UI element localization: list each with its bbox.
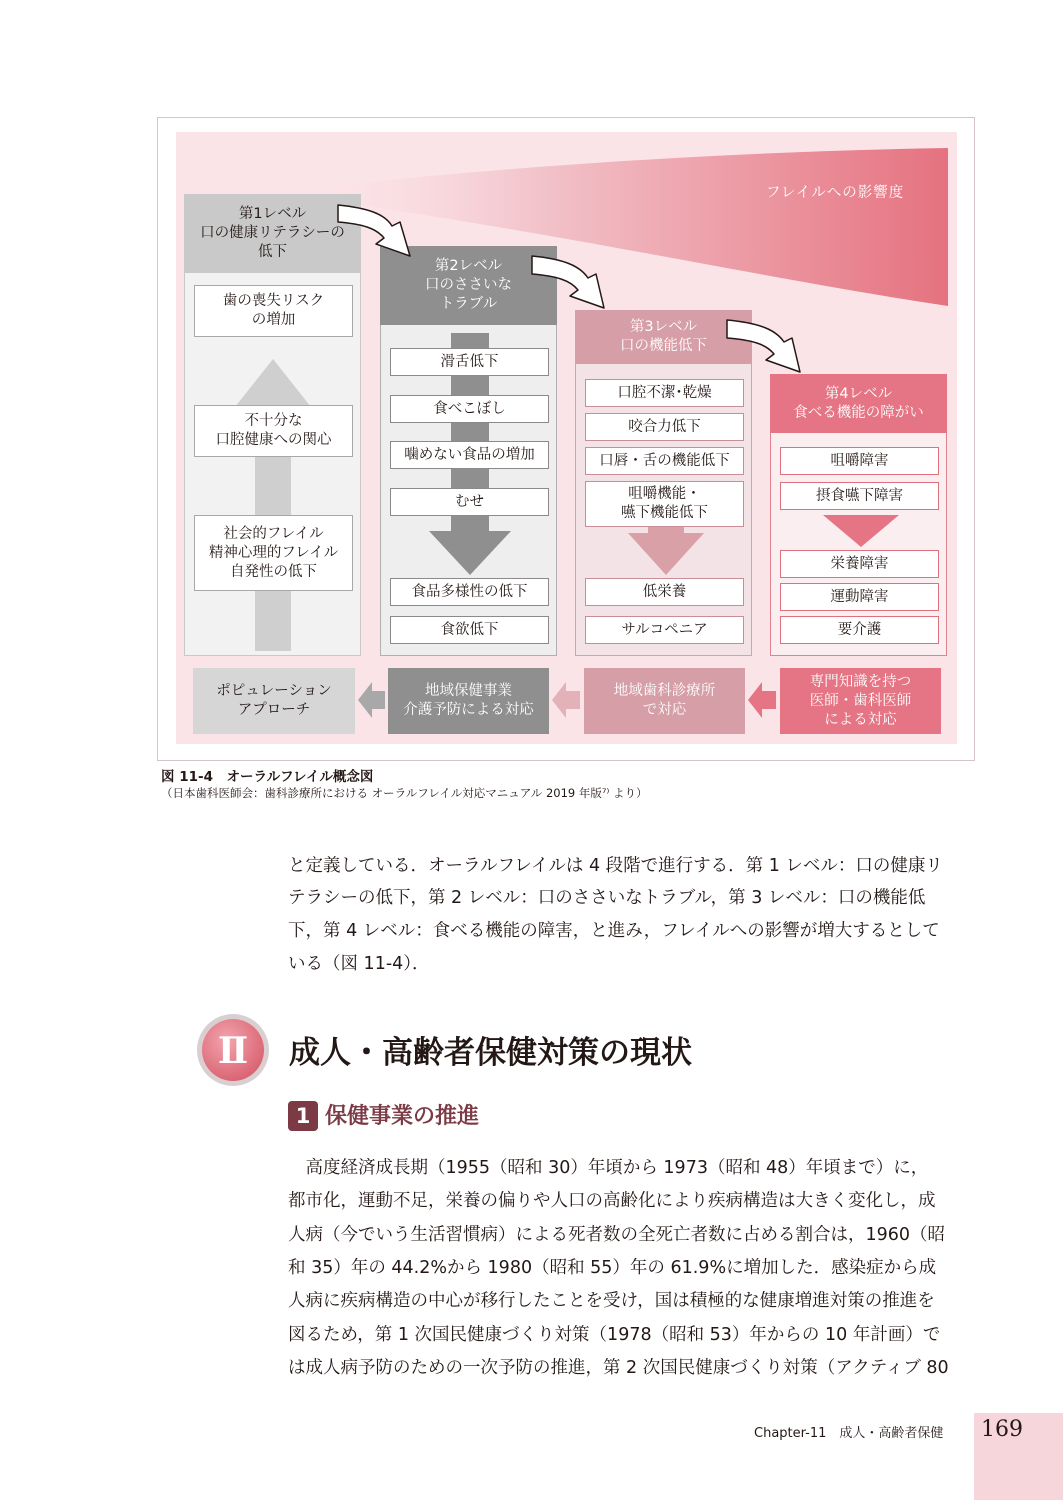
figure-caption-title: 図 11-4 オーラルフレイル概念図 [161,769,374,785]
level-1-header: 第1レベル 口の健康リテラシーの 低下 [184,194,361,273]
level-2-item: 噛めない食品の増加 [390,441,549,469]
impact-label: フレイルへの影響度 [766,185,905,201]
level-1-item: 不十分な 口腔健康への関心 [194,405,353,457]
approach-box: 地域保健事業 介護予防による対応 [388,668,549,734]
level-3-item: 口唇・舌の機能低下 [585,447,744,475]
progression-arrow-icon [532,256,604,308]
subsection-title: 保健事業の推進 [325,1104,480,1129]
level-1-item: 社会的フレイル 精神心理的フレイル 自発性の低下 [194,515,353,591]
paragraph-line: 人病に疾病構造の中心が移行したことを受け，国は積極的な健康増進対策の推進を [288,1291,935,1311]
approach-box: 専門知識を持つ 医師・歯科医師 による対応 [780,668,941,734]
paragraph-line: 下，第 4 レベル：食べる機能の障害，と進み，フレイルへの影響が増大するとして [288,921,940,941]
level-3-item: サルコペニア [585,616,744,644]
paragraph-line: 高度経済成長期（1955（昭和 30）年頃から 1973（昭和 48）年頃まで）に， [288,1158,929,1178]
page-number: 169 [981,1417,1023,1442]
level-1-item: 歯の喪失リスク の増加 [194,285,353,337]
left-arrow-icon [552,682,580,718]
level-4-header: 第4レベル 食べる機能の障がい [770,374,947,433]
level-3-item: 咀嚼機能・ 嚥下機能低下 [585,481,744,527]
level-2-item: 滑舌低下 [390,348,549,376]
level-2-item: むせ [390,488,549,516]
level-2-header: 第2レベル 口のささいな トラブル [380,246,557,325]
paragraph-line: 図るため，第 1 次国民健康づくり対策（1978（昭和 53）年からの 10 年計画）で [288,1325,941,1345]
figure-caption-source: （日本歯科医師会：歯科診療所における オーラルフレイル対応マニュアル 2019 年版⁷⁾ より） [161,786,648,800]
paragraph-line: 都市化，運動不足，栄養の偏りや人口の高齢化により疾病構造は大きく変化し，成 [288,1191,936,1211]
subsection-number: 1 [288,1101,318,1131]
left-arrow-icon [358,682,385,718]
approach-arrows [0,660,1063,750]
progression-arrow-icon [338,205,410,256]
level-3-item: 咬合力低下 [585,413,744,441]
paragraph-line: と定義している．オーラルフレイルは 4 段階で進行する．第 1 レベル：口の健康リ [288,856,943,876]
paragraph-line: 人病（今でいう生活習慣病）による死者数の全死亡者数に占める割合は，1960（昭 [288,1225,946,1245]
level-4-item: 栄養障害 [780,550,939,578]
paragraph-line: いる（図 11-4）． [288,954,430,974]
approach-box: ポピュレーション アプローチ [193,668,355,734]
level-4-item: 摂食嚥下障害 [780,482,939,510]
progression-arrow-icon [727,320,800,372]
left-arrow-icon [748,682,776,718]
section-title: 成人・高齢者保健対策の現状 [289,1035,692,1071]
paragraph-line: テラシーの低下，第 2 レベル：口のささいなトラブル，第 3 レベル：口の機能低 [288,888,926,908]
section-numeral: Ⅱ [217,1030,249,1072]
level-2-item: 食べこぼし [390,395,549,423]
approach-box: 地域歯科診療所 で対応 [584,668,745,734]
paragraph-line: 和 35）年の 44.2%から 1980（昭和 55）年の 61.9%に増加した．感染症から成 [288,1258,937,1278]
paragraph-line: は成人病予防のための一次予防の推進，第 2 次国民健康づくり対策（アクティブ 80 [288,1358,949,1378]
level-2-item: 食欲低下 [390,616,549,644]
level-3-header: 第3レベル 口の機能低下 [575,310,752,364]
level-3-item: 口腔不潔･乾燥 [585,379,744,407]
level-2-item: 食品多様性の低下 [390,578,549,606]
level-3-item: 低栄養 [585,578,744,606]
level-4-item: 咀嚼障害 [780,447,939,475]
level-4-item: 運動障害 [780,583,939,611]
section-numeral-badge [195,1012,271,1088]
running-footer: Chapter-11 成人・高齢者保健 [754,1426,944,1441]
level-4-item: 要介護 [780,616,939,644]
